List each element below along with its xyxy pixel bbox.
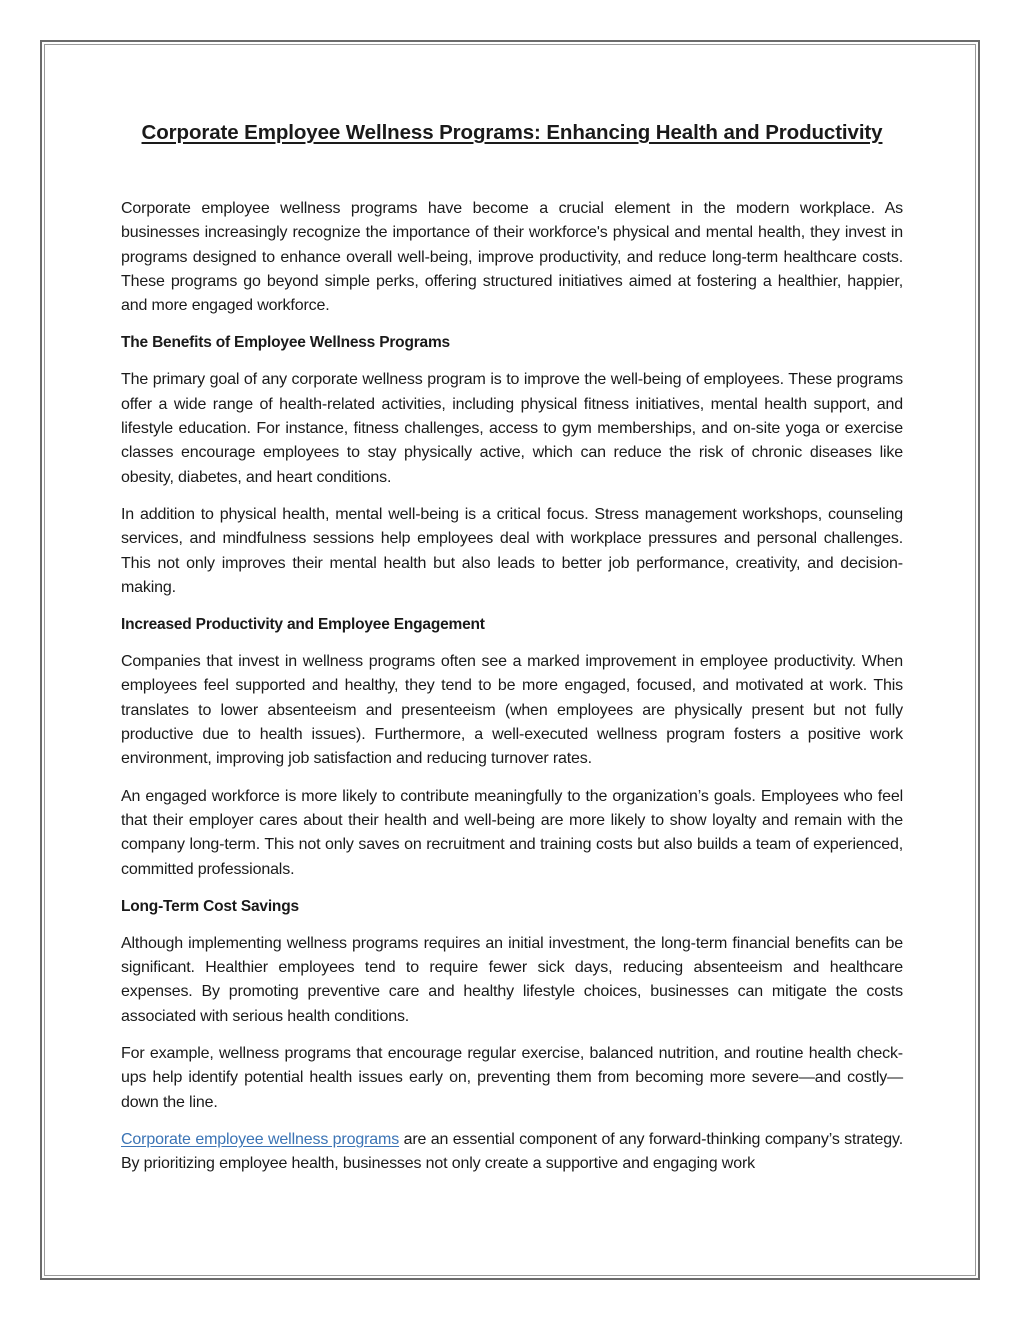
- document-body: [121, 121, 903, 1190]
- benefits-paragraph-2: In addition to physical health, mental well-being is a critical focus. Stress management workshops, counseling services, and mindfulness sessions help employees deal with workplace pressures and personal challenges. This not only improves their mental health but also leads to better job performance, creativity, and decision-making.: [121, 505, 903, 596]
- document-title: Corporate Employee Wellness Programs: Enhancing Health and Productivity: [141, 121, 883, 144]
- cost-savings-paragraph-2: For example, wellness programs that encourage regular exercise, balanced nutrition, and routine health check-ups help identify potential health issues early on, preventing them from becoming more severe—and costly—down the line.: [121, 1045, 903, 1111]
- productivity-paragraph-2: An engaged workforce is more likely to contribute meaningfully to the organization’s goals. Employees who feel that their employer cares about their health and well-being are more likely to show loyalty and remain with the company long-term. This not only saves on recruitment and training costs but also builds a team of experienced, committed professionals.: [121, 787, 903, 878]
- closing-paragraph: [121, 1128, 903, 1177]
- benefits-paragraph-1: The primary goal of any corporate wellness program is to improve the well-being of employees. These programs offer a wide range of health-related activities, including physical fitness initiatives, mental health support, and lifestyle education. For instance, fitness challenges, access to gym memberships, and on-site yoga or exercise classes encourage employees to stay physically active, which can reduce the risk of chronic diseases like obesity, diabetes, and heart conditions.: [121, 371, 903, 486]
- wellness-programs-link[interactable]: Corporate employee wellness programs: [121, 1130, 400, 1148]
- closing-paragraph-text: are an essential component of any forward-thinking company’s strategy. By prioritizing employee health, businesses not only create a supportive and engaging work: [121, 1130, 904, 1173]
- section-heading-productivity: Increased Productivity and Employee Engagement: [121, 616, 485, 634]
- section-heading-cost-savings: Long-Term Cost Savings: [121, 897, 299, 915]
- cost-savings-paragraph-1: Although implementing wellness programs requires an initial investment, the long-term financial benefits can be significant. Healthier employees tend to require fewer sick days, reducing absenteeism and healthcare expenses. By promoting preventive care and healthy lifestyle choices, businesses can mitigate the costs associated with serious health conditions.: [121, 934, 903, 1025]
- intro-paragraph: Corporate employee wellness programs have become a crucial element in the modern workplace. As businesses increasingly recognize the importance of their workforce's physical and mental health, they invest in programs designed to enhance overall well-being, improve productivity, and reduce long-term healthcare costs. These programs go beyond simple perks, offering structured initiatives aimed at fostering a healthier, happier, and more engaged workforce.: [121, 200, 903, 315]
- section-heading-benefits: The Benefits of Employee Wellness Programs: [121, 334, 450, 352]
- productivity-paragraph-1: Companies that invest in wellness programs often see a marked improvement in employee productivity. When employees feel supported and healthy, they tend to be more engaged, focused, and motivated at work. This translates to lower absenteeism and presenteeism (when employees are physically present but not fully productive due to health issues). Furthermore, a well-executed wellness program fosters a positive work environment, improving job satisfaction and reducing turnover rates.: [121, 653, 903, 768]
